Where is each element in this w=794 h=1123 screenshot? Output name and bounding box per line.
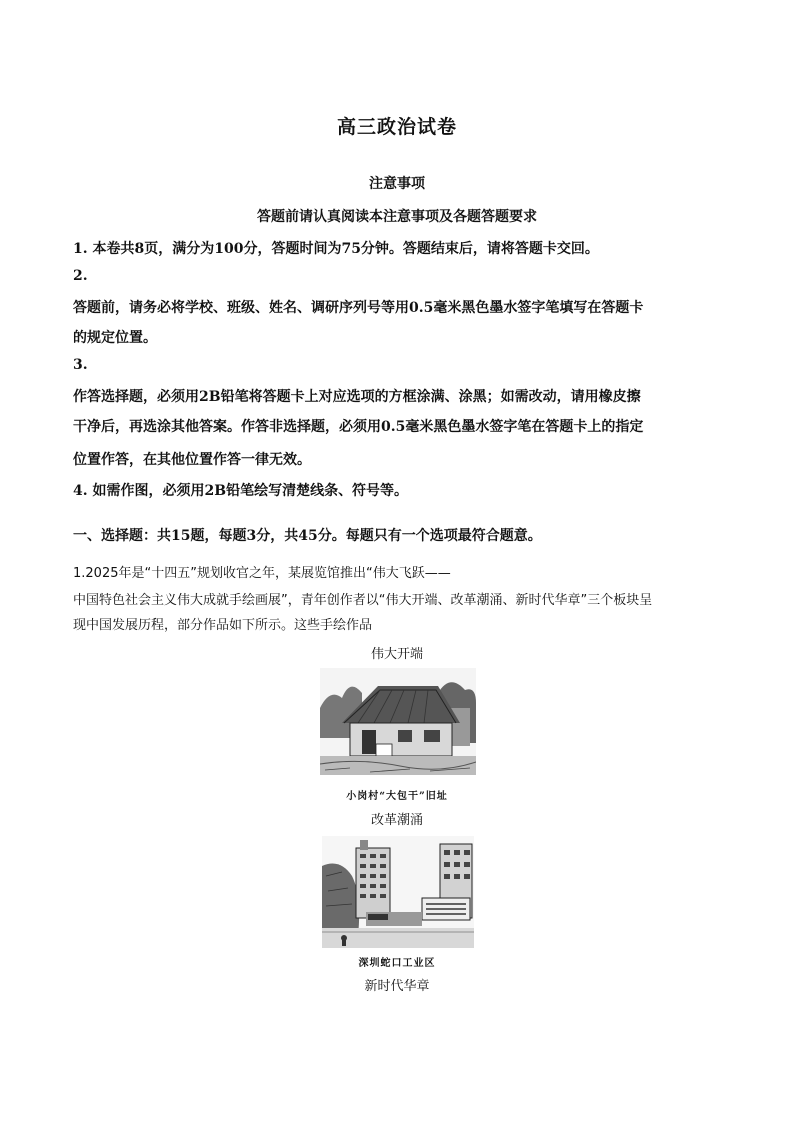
panel-heading: 伟大开端 [370, 647, 423, 662]
panel-heading: 新时代华章 [364, 979, 430, 994]
question-text-line: 现中国发展历程，部分作品如下所示。这些手绘作品 [73, 618, 373, 633]
page-title: 高三政治试卷 [336, 116, 457, 138]
note-line: 1. 本卷共8页，满分为100分，答题时间为75分钟。答题结束后，请将答题卡交回。 [73, 241, 599, 257]
note-line: 2. [73, 268, 88, 284]
question-text-line: 中国特色社会主义伟大成就手绘画展”，青年创作者以“伟大开端、改革潮涌、新时代华章”三个板块呈 [73, 593, 653, 608]
section-heading: 一、选择题：共15题，每题3分，共45分。每题只有一个选项最符合题意。 [73, 528, 542, 544]
notice-heading: 注意事项 [369, 176, 425, 192]
question-text-line: 1.2025年是“十四五”规划收官之年，某展览馆推出“伟大飞跃—— [73, 566, 451, 581]
note-line: 位置作答，在其他位置作答一律无效。 [73, 452, 311, 468]
note-line: 3. [73, 357, 88, 373]
panel-heading: 改革潮涌 [370, 813, 423, 828]
note-line: 4. 如需作图，必须用2B铅笔绘写清楚线条、符号等。 [73, 483, 409, 499]
image-caption: 深圳蛇口工业区 [358, 958, 436, 969]
image-caption: 小岗村“大包干”旧址 [346, 791, 448, 802]
note-line: 答题前，请务必将学校、班级、姓名、调研序列号等用0.5毫米黑色墨水签字笔填写在答题卡 [73, 300, 644, 316]
note-line: 干净后，再选涂其他答案。作答非选择题，必须用0.5毫米黑色墨水签字笔在答题卡上的指定 [73, 419, 644, 435]
note-line: 的规定位置。 [73, 330, 157, 346]
notice-subheading: 答题前请认真阅读本注意事项及各题答题要求 [257, 209, 537, 225]
city-street-sketch-icon [322, 836, 474, 948]
note-line: 作答选择题，必须用2B铅笔将答题卡上对应选项的方框涂满、涂黑；如需改动，请用橡皮擦 [73, 389, 641, 405]
thatched-house-sketch-icon [320, 668, 476, 775]
